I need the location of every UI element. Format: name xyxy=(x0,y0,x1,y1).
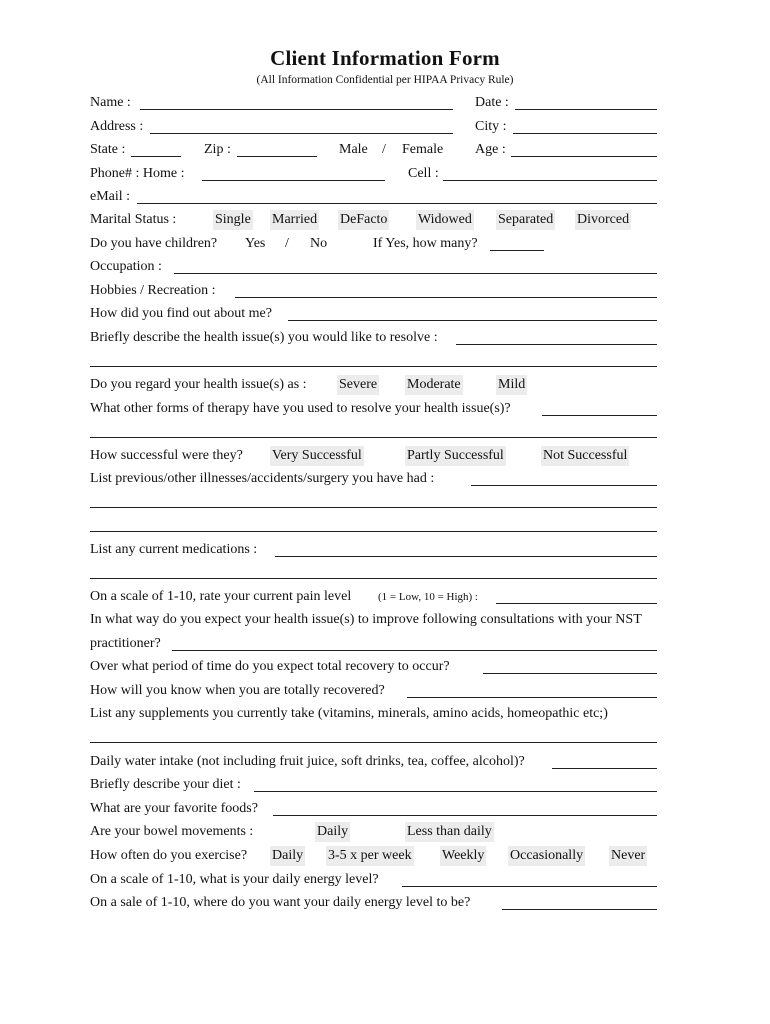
previous-illness-label: List previous/other illnesses/accidents/surgery you have had : xyxy=(90,471,435,486)
form-title: Client Information Form xyxy=(270,46,500,70)
marital-option-single[interactable]: Single xyxy=(213,210,253,230)
pain-label: On a scale of 1-10, rate your current pain level xyxy=(90,589,352,604)
recovery-period-label: Over what period of time do you expect total recovery to occur? xyxy=(90,659,450,674)
name-field[interactable] xyxy=(140,109,453,110)
phone-home-label: Phone# : Home : xyxy=(90,166,185,181)
success-option-partly[interactable]: Partly Successful xyxy=(405,446,506,466)
row-expect xyxy=(90,610,690,630)
find-out-label: How did you find out about me? xyxy=(90,306,272,321)
other-therapy-extra-line[interactable] xyxy=(90,437,657,438)
zip-label: Zip : xyxy=(204,142,231,157)
cell-label: Cell : xyxy=(408,166,439,181)
water-label: Daily water intake (not including fruit juice, soft drinks, tea, coffee, alcohol)? xyxy=(90,754,525,769)
exercise-option-daily[interactable]: Daily xyxy=(270,846,305,866)
state-field[interactable] xyxy=(131,156,181,157)
marital-option-divorced[interactable]: Divorced xyxy=(575,210,631,230)
date-field[interactable] xyxy=(515,109,657,110)
pain-scale-label: (1 = Low, 10 = High) : xyxy=(378,591,478,603)
row-energy-now xyxy=(90,870,657,890)
row-expect-2 xyxy=(90,634,657,654)
pain-field[interactable] xyxy=(496,603,657,604)
other-therapy-field[interactable] xyxy=(542,415,657,416)
know-recovered-label: How will you know when you are totally recovered? xyxy=(90,683,385,698)
previous-illness-field[interactable] xyxy=(471,485,657,486)
marital-option-married[interactable]: Married xyxy=(270,210,319,230)
children-no-option[interactable]: No xyxy=(310,236,328,251)
success-option-not[interactable]: Not Successful xyxy=(541,446,629,466)
row-previous-illness xyxy=(90,469,657,489)
row-occupation xyxy=(90,257,657,277)
bowel-option-daily[interactable]: Daily xyxy=(315,822,350,842)
children-yes-option[interactable]: Yes xyxy=(245,236,266,251)
row-state-zip xyxy=(90,140,657,160)
exercise-option-weekly[interactable]: Weekly xyxy=(440,846,486,866)
row-children xyxy=(90,234,657,254)
diet-field[interactable] xyxy=(254,791,657,792)
name-label: Name : xyxy=(90,95,131,110)
row-health-issue xyxy=(90,328,657,348)
row-diet xyxy=(90,775,657,795)
energy-now-field[interactable] xyxy=(402,886,657,887)
row-exercise xyxy=(90,846,657,866)
row-medications xyxy=(90,540,657,560)
marital-status-label: Marital Status : xyxy=(90,212,177,227)
exercise-question: How often do you exercise? xyxy=(90,848,248,863)
address-field[interactable] xyxy=(150,133,453,134)
email-label: eMail : xyxy=(90,189,131,204)
children-how-many-label: If Yes, how many? xyxy=(373,236,478,251)
row-regard xyxy=(90,375,657,395)
energy-want-field[interactable] xyxy=(502,909,657,910)
children-question: Do you have children? xyxy=(90,236,218,251)
water-field[interactable] xyxy=(552,768,657,769)
health-issue-extra-line[interactable] xyxy=(90,366,657,367)
row-pain xyxy=(90,587,657,607)
row-marital-status xyxy=(90,210,657,230)
exercise-option-occasionally[interactable]: Occasionally xyxy=(508,846,585,866)
row-address-city xyxy=(90,117,657,137)
email-field[interactable] xyxy=(137,203,657,204)
success-option-very[interactable]: Very Successful xyxy=(270,446,364,466)
medications-extra-line[interactable] xyxy=(90,578,657,579)
children-how-many-field[interactable] xyxy=(490,250,544,251)
marital-option-separated[interactable]: Separated xyxy=(496,210,555,230)
date-label: Date : xyxy=(475,95,509,110)
health-issue-field[interactable] xyxy=(456,344,657,345)
medications-field[interactable] xyxy=(275,556,657,557)
row-bowel xyxy=(90,822,657,842)
age-field[interactable] xyxy=(511,156,657,157)
success-question: How successful were they? xyxy=(90,448,243,463)
medications-label: List any current medications : xyxy=(90,542,258,557)
phone-home-field[interactable] xyxy=(202,180,385,181)
row-find-out xyxy=(90,304,657,324)
occupation-label: Occupation : xyxy=(90,259,162,274)
regard-option-mild[interactable]: Mild xyxy=(496,375,527,395)
diet-label: Briefly describe your diet : xyxy=(90,777,241,792)
row-know-recovered xyxy=(90,681,657,701)
row-email xyxy=(90,187,657,207)
form-subtitle: (All Information Confidential per HIPAA Privacy Rule) xyxy=(256,74,514,86)
row-energy-want xyxy=(90,893,657,913)
row-recovery-period xyxy=(90,657,657,677)
children-separator: / xyxy=(285,236,289,251)
address-label: Address : xyxy=(90,119,144,134)
hobbies-label: Hobbies / Recreation : xyxy=(90,283,216,298)
bowel-option-less-than-daily[interactable]: Less than daily xyxy=(405,822,494,842)
previous-illness-extra-line-2[interactable] xyxy=(90,531,657,532)
expect-field[interactable] xyxy=(172,650,657,651)
state-label: State : xyxy=(90,142,126,157)
exercise-option-3-5-per-week[interactable]: 3-5 x per week xyxy=(326,846,414,866)
regard-option-severe[interactable]: Severe xyxy=(337,375,379,395)
marital-option-widowed[interactable]: Widowed xyxy=(416,210,474,230)
supplements-field[interactable] xyxy=(90,742,657,743)
cell-field[interactable] xyxy=(443,180,657,181)
other-therapy-label: What other forms of therapy have you used to resolve your health issue(s)? xyxy=(90,401,511,416)
bowel-question: Are your bowel movements : xyxy=(90,824,254,839)
energy-now-label: On a scale of 1-10, what is your daily energy level? xyxy=(90,872,379,887)
supplements-label: List any supplements you currently take (vitamins, minerals, amino acids, homeopathic etc;) xyxy=(90,706,608,721)
row-phone xyxy=(90,164,657,184)
health-issue-label: Briefly describe the health issue(s) you would like to resolve : xyxy=(90,330,438,345)
foods-field[interactable] xyxy=(273,815,657,816)
row-supplements xyxy=(90,704,690,724)
row-hobbies xyxy=(90,281,657,301)
recovery-period-field[interactable] xyxy=(483,673,657,674)
hobbies-field[interactable] xyxy=(235,297,657,298)
find-out-field[interactable] xyxy=(288,320,657,321)
zip-field[interactable] xyxy=(237,156,317,157)
expect-label-line1: In what way do you expect your health issue(s) to improve following consultations with your NST xyxy=(90,612,642,627)
occupation-field[interactable] xyxy=(174,273,657,274)
city-label: City : xyxy=(475,119,507,134)
row-name-date xyxy=(90,93,657,113)
previous-illness-extra-line-1[interactable] xyxy=(90,507,657,508)
male-option[interactable]: Male xyxy=(339,142,368,157)
regard-question: Do you regard your health issue(s) as : xyxy=(90,377,307,392)
foods-label: What are your favorite foods? xyxy=(90,801,258,816)
row-other-therapy xyxy=(90,399,657,419)
regard-option-moderate[interactable]: Moderate xyxy=(405,375,463,395)
female-option[interactable]: Female xyxy=(402,142,444,157)
row-success xyxy=(90,446,657,466)
city-field[interactable] xyxy=(513,133,657,134)
marital-option-defacto[interactable]: DeFacto xyxy=(338,210,389,230)
expect-label-line2: practitioner? xyxy=(90,636,161,651)
row-foods xyxy=(90,799,657,819)
know-recovered-field[interactable] xyxy=(407,697,657,698)
row-water xyxy=(90,752,657,772)
sex-separator: / xyxy=(382,142,386,157)
energy-want-label: On a sale of 1-10, where do you want your daily energy level to be? xyxy=(90,895,471,910)
age-label: Age : xyxy=(475,142,506,157)
exercise-option-never[interactable]: Never xyxy=(609,846,647,866)
